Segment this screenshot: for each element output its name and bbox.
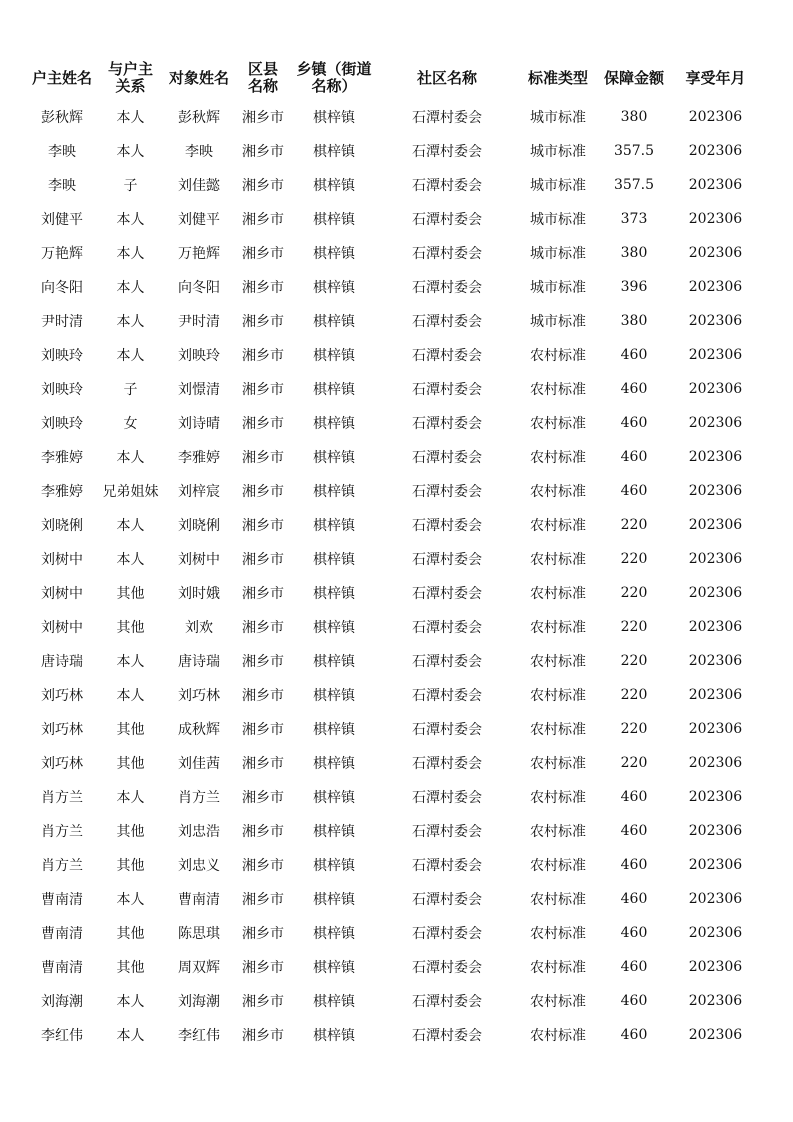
- cell-period: 202306: [688, 415, 743, 431]
- cell-recipient-name: 刘忠义: [178, 858, 220, 874]
- cell-recipient-name: 刘佳懿: [178, 178, 220, 194]
- cell-standard-type: 农村标准: [530, 586, 586, 602]
- table-row: [26, 304, 762, 338]
- cell-county: 湘乡市: [242, 960, 284, 976]
- cell-township: 棋梓镇: [313, 484, 355, 500]
- cell-community: 石潭村委会: [412, 654, 482, 670]
- cell-relation: 本人: [116, 552, 145, 568]
- cell-recipient-name: 刘映玲: [178, 348, 220, 364]
- cell-township: 棋梓镇: [313, 586, 355, 602]
- cell-township: 棋梓镇: [313, 994, 355, 1010]
- cell-township: 棋梓镇: [313, 960, 355, 976]
- cell-community: 石潭村委会: [412, 994, 482, 1010]
- cell-township: 棋梓镇: [313, 246, 355, 262]
- cell-county: 湘乡市: [242, 450, 284, 466]
- cell-recipient-name: 刘巧林: [178, 688, 220, 704]
- table-row: [26, 338, 762, 372]
- cell-standard-type: 城市标准: [530, 178, 586, 194]
- cell-amount: 380: [620, 109, 648, 125]
- cell-community: 石潭村委会: [412, 280, 482, 296]
- cell-township: 棋梓镇: [313, 756, 355, 772]
- header-householder-name: 户主姓名: [31, 68, 92, 87]
- cell-householder-name: 李雅婷: [41, 484, 83, 500]
- cell-standard-type: 城市标准: [530, 246, 586, 262]
- cell-recipient-name: 尹时清: [178, 314, 220, 330]
- table-row: [26, 882, 762, 916]
- cell-township: 棋梓镇: [313, 518, 355, 534]
- cell-householder-name: 刘映玲: [41, 416, 83, 432]
- cell-relation: 本人: [116, 212, 145, 228]
- cell-householder-name: 李红伟: [41, 1028, 83, 1044]
- cell-township: 棋梓镇: [313, 654, 355, 670]
- cell-period: 202306: [688, 619, 743, 635]
- cell-householder-name: 彭秋辉: [41, 110, 83, 126]
- cell-householder-name: 刘晓俐: [41, 518, 83, 534]
- cell-recipient-name: 李雅婷: [178, 450, 220, 466]
- header-amount: 保障金额: [603, 68, 664, 87]
- cell-community: 石潭村委会: [412, 212, 482, 228]
- cell-county: 湘乡市: [242, 484, 284, 500]
- table-row: [26, 372, 762, 406]
- cell-amount: 460: [620, 381, 648, 397]
- cell-standard-type: 农村标准: [530, 620, 586, 636]
- cell-amount: 460: [620, 993, 648, 1009]
- cell-community: 石潭村委会: [412, 756, 482, 772]
- cell-period: 202306: [688, 279, 743, 295]
- cell-amount: 220: [620, 653, 648, 669]
- cell-householder-name: 曹南清: [41, 960, 83, 976]
- table-row: [26, 134, 762, 168]
- cell-period: 202306: [688, 313, 743, 329]
- cell-community: 石潭村委会: [412, 586, 482, 602]
- header-standard-type: 标准类型: [527, 68, 588, 87]
- cell-period: 202306: [688, 959, 743, 975]
- header-relation: 与户主 关系: [107, 60, 153, 95]
- cell-community: 石潭村委会: [412, 144, 482, 160]
- cell-relation: 本人: [116, 1028, 145, 1044]
- table-row: [26, 678, 762, 712]
- cell-amount: 460: [620, 789, 648, 805]
- cell-period: 202306: [688, 347, 743, 363]
- cell-period: 202306: [688, 925, 743, 941]
- cell-householder-name: 尹时清: [41, 314, 83, 330]
- cell-township: 棋梓镇: [313, 450, 355, 466]
- cell-community: 石潭村委会: [412, 824, 482, 840]
- cell-township: 棋梓镇: [313, 280, 355, 296]
- cell-county: 湘乡市: [242, 178, 284, 194]
- cell-recipient-name: 向冬阳: [178, 280, 220, 296]
- cell-period: 202306: [688, 1027, 743, 1043]
- cell-township: 棋梓镇: [313, 348, 355, 364]
- cell-period: 202306: [688, 109, 743, 125]
- table-row: [26, 780, 762, 814]
- table-row: [26, 202, 762, 236]
- cell-community: 石潭村委会: [412, 518, 482, 534]
- cell-householder-name: 刘巧林: [41, 688, 83, 704]
- cell-householder-name: 刘健平: [41, 212, 83, 228]
- cell-county: 湘乡市: [242, 246, 284, 262]
- cell-period: 202306: [688, 211, 743, 227]
- cell-township: 棋梓镇: [313, 824, 355, 840]
- cell-period: 202306: [688, 993, 743, 1009]
- cell-householder-name: 曹南清: [41, 926, 83, 942]
- cell-householder-name: 肖方兰: [41, 824, 83, 840]
- header-row: [26, 56, 762, 100]
- cell-recipient-name: 刘忠浩: [178, 824, 220, 840]
- cell-community: 石潭村委会: [412, 110, 482, 126]
- cell-county: 湘乡市: [242, 620, 284, 636]
- cell-period: 202306: [688, 449, 743, 465]
- cell-period: 202306: [688, 245, 743, 261]
- cell-period: 202306: [688, 177, 743, 193]
- table-row: [26, 542, 762, 576]
- cell-relation: 其他: [116, 858, 145, 874]
- cell-amount: 220: [620, 755, 648, 771]
- cell-householder-name: 刘巧林: [41, 722, 83, 738]
- cell-standard-type: 农村标准: [530, 688, 586, 704]
- cell-householder-name: 肖方兰: [41, 858, 83, 874]
- cell-county: 湘乡市: [242, 654, 284, 670]
- cell-relation: 子: [123, 178, 138, 194]
- cell-standard-type: 农村标准: [530, 960, 586, 976]
- cell-community: 石潭村委会: [412, 348, 482, 364]
- cell-standard-type: 农村标准: [530, 994, 586, 1010]
- cell-recipient-name: 肖方兰: [178, 790, 220, 806]
- cell-period: 202306: [688, 381, 743, 397]
- table-row: [26, 1018, 762, 1052]
- cell-standard-type: 城市标准: [530, 144, 586, 160]
- cell-relation: 本人: [116, 450, 145, 466]
- cell-relation: 其他: [116, 960, 145, 976]
- cell-relation: 本人: [116, 348, 145, 364]
- cell-county: 湘乡市: [242, 552, 284, 568]
- cell-recipient-name: 刘梓宸: [178, 484, 220, 500]
- cell-recipient-name: 唐诗瑞: [178, 654, 220, 670]
- cell-relation: 本人: [116, 688, 145, 704]
- cell-township: 棋梓镇: [313, 212, 355, 228]
- cell-period: 202306: [688, 721, 743, 737]
- table-row: [26, 644, 762, 678]
- cell-standard-type: 农村标准: [530, 450, 586, 466]
- cell-community: 石潭村委会: [412, 892, 482, 908]
- header-community: 社区名称: [416, 68, 477, 87]
- cell-period: 202306: [688, 891, 743, 907]
- cell-recipient-name: 刘诗晴: [178, 416, 220, 432]
- cell-county: 湘乡市: [242, 416, 284, 432]
- cell-county: 湘乡市: [242, 790, 284, 806]
- cell-community: 石潭村委会: [412, 314, 482, 330]
- cell-township: 棋梓镇: [313, 1028, 355, 1044]
- cell-amount: 220: [620, 619, 648, 635]
- cell-standard-type: 农村标准: [530, 484, 586, 500]
- cell-standard-type: 农村标准: [530, 518, 586, 534]
- cell-householder-name: 刘映玲: [41, 382, 83, 398]
- cell-community: 石潭村委会: [412, 382, 482, 398]
- cell-householder-name: 肖方兰: [41, 790, 83, 806]
- cell-relation: 本人: [116, 654, 145, 670]
- cell-county: 湘乡市: [242, 348, 284, 364]
- cell-householder-name: 刘巧林: [41, 756, 83, 772]
- cell-amount: 460: [620, 857, 648, 873]
- cell-relation: 本人: [116, 994, 145, 1010]
- cell-recipient-name: 刘时娥: [178, 586, 220, 602]
- cell-relation: 子: [123, 382, 138, 398]
- cell-amount: 220: [620, 687, 648, 703]
- cell-township: 棋梓镇: [313, 552, 355, 568]
- cell-recipient-name: 刘海潮: [178, 994, 220, 1010]
- cell-community: 石潭村委会: [412, 484, 482, 500]
- cell-standard-type: 农村标准: [530, 790, 586, 806]
- cell-community: 石潭村委会: [412, 450, 482, 466]
- cell-householder-name: 李雅婷: [41, 450, 83, 466]
- cell-county: 湘乡市: [242, 518, 284, 534]
- cell-standard-type: 农村标准: [530, 382, 586, 398]
- table-row: [26, 984, 762, 1018]
- cell-relation: 其他: [116, 756, 145, 772]
- cell-community: 石潭村委会: [412, 858, 482, 874]
- cell-amount: 460: [620, 1027, 648, 1043]
- cell-county: 湘乡市: [242, 858, 284, 874]
- cell-householder-name: 刘海潮: [41, 994, 83, 1010]
- cell-householder-name: 刘树中: [41, 620, 83, 636]
- cell-township: 棋梓镇: [313, 926, 355, 942]
- cell-recipient-name: 李红伟: [178, 1028, 220, 1044]
- cell-recipient-name: 李映: [185, 144, 213, 160]
- cell-period: 202306: [688, 483, 743, 499]
- cell-township: 棋梓镇: [313, 314, 355, 330]
- cell-relation: 其他: [116, 586, 145, 602]
- header-township: 乡镇（街道 名称）: [296, 60, 372, 95]
- cell-relation: 本人: [116, 144, 145, 160]
- header-recipient-name: 对象姓名: [168, 68, 229, 87]
- cell-relation: 兄弟姐妹: [102, 484, 159, 500]
- cell-recipient-name: 彭秋辉: [178, 110, 220, 126]
- cell-amount: 220: [620, 585, 648, 601]
- cell-amount: 380: [620, 245, 648, 261]
- table-row: [26, 746, 762, 780]
- cell-township: 棋梓镇: [313, 620, 355, 636]
- cell-standard-type: 农村标准: [530, 416, 586, 432]
- cell-period: 202306: [688, 585, 743, 601]
- cell-county: 湘乡市: [242, 212, 284, 228]
- cell-township: 棋梓镇: [313, 790, 355, 806]
- cell-relation: 本人: [116, 280, 145, 296]
- table-row: [26, 406, 762, 440]
- cell-county: 湘乡市: [242, 1028, 284, 1044]
- cell-township: 棋梓镇: [313, 892, 355, 908]
- cell-relation: 本人: [116, 110, 145, 126]
- cell-householder-name: 李映: [48, 144, 76, 160]
- table-row: [26, 610, 762, 644]
- table-row: [26, 168, 762, 202]
- cell-amount: 357.5: [613, 143, 655, 159]
- cell-township: 棋梓镇: [313, 416, 355, 432]
- cell-period: 202306: [688, 857, 743, 873]
- table-row: [26, 950, 762, 984]
- cell-county: 湘乡市: [242, 994, 284, 1010]
- cell-relation: 其他: [116, 722, 145, 738]
- cell-recipient-name: 刘晓俐: [178, 518, 220, 534]
- cell-amount: 460: [620, 449, 648, 465]
- cell-standard-type: 城市标准: [530, 212, 586, 228]
- cell-standard-type: 农村标准: [530, 654, 586, 670]
- cell-amount: 460: [620, 925, 648, 941]
- cell-amount: 373: [620, 211, 648, 227]
- cell-householder-name: 万艳辉: [41, 246, 83, 262]
- table-body: [26, 100, 762, 1052]
- cell-county: 湘乡市: [242, 586, 284, 602]
- cell-community: 石潭村委会: [412, 620, 482, 636]
- cell-community: 石潭村委会: [412, 960, 482, 976]
- cell-householder-name: 唐诗瑞: [41, 654, 83, 670]
- cell-community: 石潭村委会: [412, 246, 482, 262]
- cell-relation: 本人: [116, 314, 145, 330]
- cell-period: 202306: [688, 143, 743, 159]
- table-row: [26, 236, 762, 270]
- cell-standard-type: 农村标准: [530, 824, 586, 840]
- cell-township: 棋梓镇: [313, 382, 355, 398]
- table-row: [26, 712, 762, 746]
- cell-county: 湘乡市: [242, 382, 284, 398]
- cell-period: 202306: [688, 789, 743, 805]
- cell-amount: 460: [620, 347, 648, 363]
- table-row: [26, 508, 762, 542]
- cell-standard-type: 农村标准: [530, 892, 586, 908]
- table-row: [26, 576, 762, 610]
- cell-recipient-name: 周双辉: [178, 960, 220, 976]
- table-row: [26, 270, 762, 304]
- cell-recipient-name: 刘健平: [178, 212, 220, 228]
- cell-amount: 220: [620, 517, 648, 533]
- cell-period: 202306: [688, 687, 743, 703]
- cell-householder-name: 李映: [48, 178, 76, 194]
- cell-township: 棋梓镇: [313, 110, 355, 126]
- cell-relation: 本人: [116, 246, 145, 262]
- cell-period: 202306: [688, 551, 743, 567]
- cell-recipient-name: 刘佳茜: [178, 756, 220, 772]
- cell-relation: 女: [123, 416, 138, 432]
- cell-recipient-name: 陈思琪: [178, 926, 220, 942]
- cell-recipient-name: 刘欢: [185, 620, 213, 636]
- cell-township: 棋梓镇: [313, 144, 355, 160]
- cell-householder-name: 向冬阳: [41, 280, 83, 296]
- table-row: [26, 814, 762, 848]
- cell-county: 湘乡市: [242, 110, 284, 126]
- cell-recipient-name: 成秋辉: [178, 722, 220, 738]
- cell-recipient-name: 刘憬清: [178, 382, 220, 398]
- cell-county: 湘乡市: [242, 926, 284, 942]
- cell-householder-name: 曹南清: [41, 892, 83, 908]
- cell-community: 石潭村委会: [412, 178, 482, 194]
- cell-county: 湘乡市: [242, 722, 284, 738]
- cell-householder-name: 刘映玲: [41, 348, 83, 364]
- cell-recipient-name: 曹南清: [178, 892, 220, 908]
- cell-relation: 其他: [116, 824, 145, 840]
- cell-standard-type: 城市标准: [530, 314, 586, 330]
- cell-township: 棋梓镇: [313, 688, 355, 704]
- cell-county: 湘乡市: [242, 824, 284, 840]
- cell-period: 202306: [688, 517, 743, 533]
- table-row: [26, 100, 762, 134]
- cell-community: 石潭村委会: [412, 926, 482, 942]
- cell-standard-type: 农村标准: [530, 552, 586, 568]
- cell-amount: 220: [620, 721, 648, 737]
- table-row: [26, 474, 762, 508]
- cell-county: 湘乡市: [242, 688, 284, 704]
- cell-standard-type: 城市标准: [530, 110, 586, 126]
- cell-standard-type: 农村标准: [530, 1028, 586, 1044]
- cell-amount: 396: [620, 279, 648, 295]
- cell-period: 202306: [688, 823, 743, 839]
- cell-standard-type: 农村标准: [530, 348, 586, 364]
- cell-relation: 本人: [116, 518, 145, 534]
- cell-standard-type: 农村标准: [530, 858, 586, 874]
- cell-county: 湘乡市: [242, 280, 284, 296]
- subsidy-table: [26, 56, 762, 1052]
- cell-amount: 460: [620, 415, 648, 431]
- cell-relation: 本人: [116, 790, 145, 806]
- table-row: [26, 916, 762, 950]
- cell-community: 石潭村委会: [412, 416, 482, 432]
- cell-standard-type: 农村标准: [530, 722, 586, 738]
- cell-period: 202306: [688, 755, 743, 771]
- table-row: [26, 440, 762, 474]
- cell-relation: 其他: [116, 926, 145, 942]
- cell-community: 石潭村委会: [412, 722, 482, 738]
- cell-county: 湘乡市: [242, 892, 284, 908]
- cell-householder-name: 刘树中: [41, 552, 83, 568]
- cell-relation: 本人: [116, 892, 145, 908]
- cell-township: 棋梓镇: [313, 858, 355, 874]
- cell-recipient-name: 万艳辉: [178, 246, 220, 262]
- cell-period: 202306: [688, 653, 743, 669]
- cell-amount: 460: [620, 483, 648, 499]
- cell-recipient-name: 刘树中: [178, 552, 220, 568]
- cell-relation: 其他: [116, 620, 145, 636]
- cell-community: 石潭村委会: [412, 552, 482, 568]
- cell-township: 棋梓镇: [313, 178, 355, 194]
- cell-township: 棋梓镇: [313, 722, 355, 738]
- cell-amount: 220: [620, 551, 648, 567]
- cell-standard-type: 城市标准: [530, 280, 586, 296]
- cell-amount: 460: [620, 823, 648, 839]
- cell-community: 石潭村委会: [412, 688, 482, 704]
- cell-amount: 380: [620, 313, 648, 329]
- cell-standard-type: 农村标准: [530, 756, 586, 772]
- cell-county: 湘乡市: [242, 144, 284, 160]
- cell-amount: 460: [620, 891, 648, 907]
- cell-amount: 357.5: [613, 177, 655, 193]
- cell-standard-type: 农村标准: [530, 926, 586, 942]
- cell-county: 湘乡市: [242, 314, 284, 330]
- header-period: 享受年月: [685, 68, 746, 87]
- cell-amount: 460: [620, 959, 648, 975]
- header-county: 区县 名称: [247, 60, 278, 95]
- cell-community: 石潭村委会: [412, 1028, 482, 1044]
- cell-county: 湘乡市: [242, 756, 284, 772]
- table-row: [26, 848, 762, 882]
- cell-community: 石潭村委会: [412, 790, 482, 806]
- cell-householder-name: 刘树中: [41, 586, 83, 602]
